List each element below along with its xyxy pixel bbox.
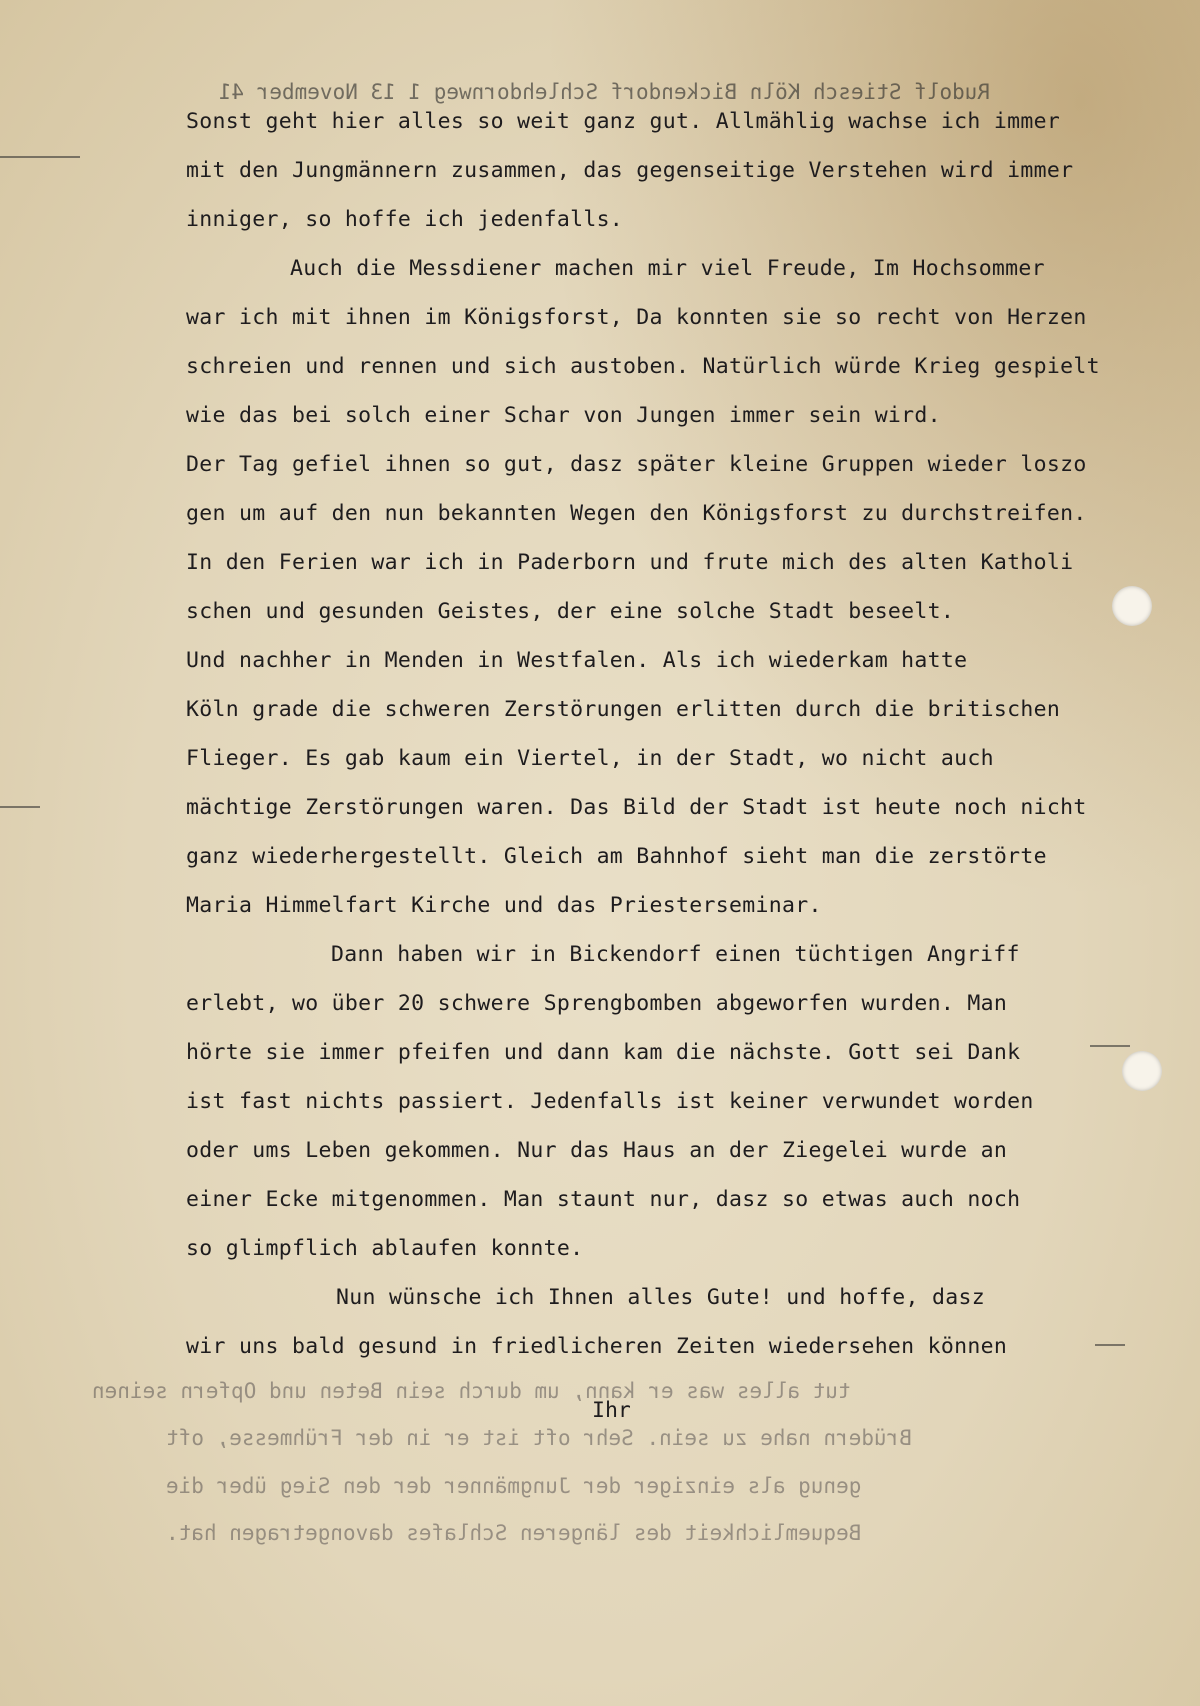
text-line: Dann haben wir in Bickendorf einen tüchtigen Angriff — [331, 942, 1020, 967]
text-line: ist fast nichts passiert. Jedenfalls ist keiner verwundet worden — [186, 1089, 1034, 1114]
text-line: Maria Himmelfart Kirche und das Priesterseminar. — [186, 893, 822, 918]
text-line: ganz wiederhergestellt. Gleich am Bahnhof sieht man die zerstörte — [186, 844, 1047, 869]
text-line: so glimpflich ablaufen konnte. — [186, 1236, 584, 1261]
text-line: schen und gesunden Geistes, der eine solche Stadt beseelt. — [186, 599, 955, 624]
margin-dash — [0, 806, 40, 808]
text-line: inniger, so hoffe ich jedenfalls. — [186, 207, 624, 232]
bleed-line: Bequemlichkeit des längeren Schlafes davongetragen hat. — [166, 1521, 862, 1545]
text-line: einer Ecke mitgenommen. Man staunt nur, dasz so etwas auch noch — [186, 1187, 1021, 1212]
text-line: Flieger. Es gab kaum ein Viertel, in der Stadt, wo nicht auch — [186, 746, 994, 771]
text-line: In den Ferien war ich in Paderborn und frute mich des alten Katholi — [186, 550, 1074, 575]
text-line: Und nachher in Menden in Westfalen. Als ich wiederkam hatte — [186, 648, 968, 673]
text-line: gen um auf den nun bekannten Wegen den Königsforst zu durchstreifen. — [186, 501, 1087, 526]
signature-closing: Ihr — [592, 1398, 631, 1423]
text-line: Nun wünsche ich Ihnen alles Gute! und hoffe, dasz — [336, 1285, 985, 1310]
text-line: Köln grade die schweren Zerstörungen erlitten durch die britischen — [186, 697, 1061, 722]
bleed-line: Brüdern nahe zu sein. Sehr oft ist er in der Frühmesse, oft — [166, 1426, 912, 1450]
text-line: wie das bei solch einer Schar von Jungen immer sein wird. — [186, 403, 941, 428]
mirrored-header-bleed: Rudolf Stiesch Köln Bickendorf Schlehdornweg 1 13 November 41 — [218, 80, 990, 104]
bleed-line: genug als einziger der Jungmänner der den Sieg über die — [166, 1474, 862, 1498]
text-line: hörte sie immer pfeifen und dann kam die nächste. Gott sei Dank — [186, 1040, 1021, 1065]
text-line: schreien und rennen und sich austoben. Natürlich würde Krieg gespielt — [186, 354, 1100, 379]
text-line: wir uns bald gesund in friedlicheren Zeiten wiedersehen können — [186, 1334, 1008, 1359]
text-line: mächtige Zerstörungen waren. Das Bild der Stadt ist heute noch nicht — [186, 795, 1087, 820]
margin-dash — [0, 156, 80, 158]
letter-body — [186, 97, 1196, 1371]
text-line: Auch die Messdiener machen mir viel Freude, Im Hochsommer — [290, 256, 1045, 281]
text-line: Sonst geht hier alles so weit ganz gut. Allmählig wachse ich immer — [186, 109, 1061, 134]
text-line: erlebt, wo über 20 schwere Sprengbomben abgeworfen wurden. Man — [186, 991, 1008, 1016]
bleed-line: tut alles was er kann, um durch sein Beten und Opfern seinen — [92, 1379, 851, 1403]
text-line: Der Tag gefiel ihnen so gut, dasz später kleine Gruppen wieder loszo — [186, 452, 1087, 477]
text-line: war ich mit ihnen im Königsforst, Da konnten sie so recht von Herzen — [186, 305, 1087, 330]
text-line: oder ums Leben gekommen. Nur das Haus an der Ziegelei wurde an — [186, 1138, 1008, 1163]
text-line: mit den Jungmännern zusammen, das gegenseitige Verstehen wird immer — [186, 158, 1074, 183]
